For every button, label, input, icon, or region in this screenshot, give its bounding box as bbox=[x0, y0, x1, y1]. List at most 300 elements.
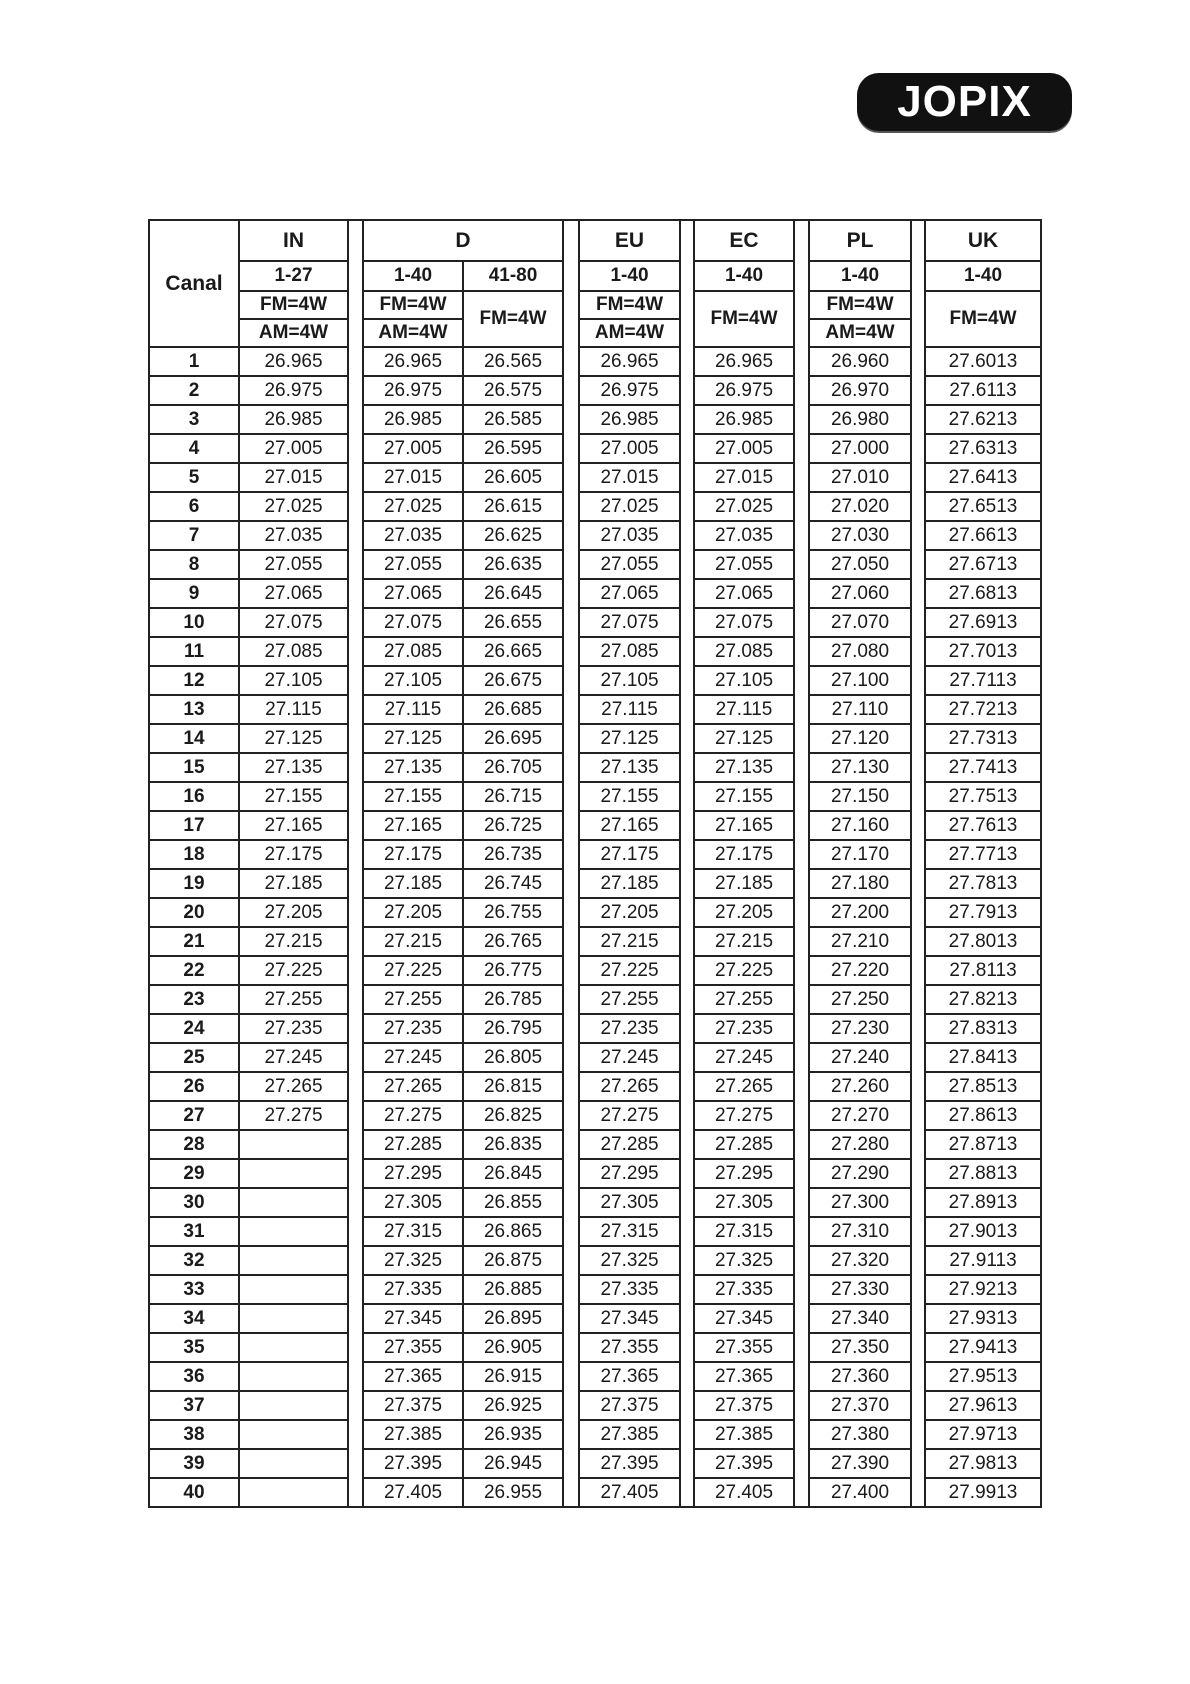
column-gap bbox=[680, 956, 694, 985]
frequency-pl: 27.130 bbox=[809, 753, 911, 782]
range-in: 1-27 bbox=[239, 261, 348, 291]
frequency-in bbox=[239, 1130, 348, 1159]
frequency-eu: 27.075 bbox=[579, 608, 680, 637]
power-fm-in: FM=4W bbox=[239, 291, 348, 319]
column-gap bbox=[563, 724, 579, 753]
column-gap bbox=[348, 695, 363, 724]
column-gap bbox=[794, 1362, 809, 1391]
frequency-d1: 27.345 bbox=[363, 1304, 463, 1333]
column-gap bbox=[680, 1217, 694, 1246]
column-gap bbox=[911, 985, 925, 1014]
column-gap bbox=[794, 1014, 809, 1043]
frequency-d2: 26.725 bbox=[463, 811, 563, 840]
frequency-ec: 27.255 bbox=[694, 985, 794, 1014]
column-gap bbox=[911, 1420, 925, 1449]
column-gap bbox=[680, 753, 694, 782]
column-gap bbox=[680, 1362, 694, 1391]
column-gap bbox=[680, 985, 694, 1014]
frequency-uk: 27.6913 bbox=[925, 608, 1041, 637]
frequency-in bbox=[239, 1449, 348, 1478]
frequency-uk: 27.9913 bbox=[925, 1478, 1041, 1507]
column-gap bbox=[348, 1420, 363, 1449]
frequency-pl: 27.330 bbox=[809, 1275, 911, 1304]
frequency-in: 27.265 bbox=[239, 1072, 348, 1101]
frequency-uk: 27.9513 bbox=[925, 1362, 1041, 1391]
frequency-eu: 27.345 bbox=[579, 1304, 680, 1333]
column-gap bbox=[794, 463, 809, 492]
frequency-in: 26.985 bbox=[239, 405, 348, 434]
table-row bbox=[149, 811, 1041, 840]
frequency-eu: 27.395 bbox=[579, 1449, 680, 1478]
frequency-ec: 27.055 bbox=[694, 550, 794, 579]
frequency-ec: 27.065 bbox=[694, 579, 794, 608]
frequency-pl: 27.020 bbox=[809, 492, 911, 521]
channel-number: 40 bbox=[149, 1478, 239, 1507]
table-row bbox=[149, 724, 1041, 753]
frequency-d2: 26.615 bbox=[463, 492, 563, 521]
frequency-in: 27.245 bbox=[239, 1043, 348, 1072]
frequency-d2: 26.655 bbox=[463, 608, 563, 637]
column-gap bbox=[680, 550, 694, 579]
table-row bbox=[149, 1217, 1041, 1246]
frequency-d1: 27.385 bbox=[363, 1420, 463, 1449]
frequency-eu: 27.315 bbox=[579, 1217, 680, 1246]
channel-number: 5 bbox=[149, 463, 239, 492]
column-gap bbox=[911, 811, 925, 840]
frequency-eu: 27.005 bbox=[579, 434, 680, 463]
column-gap bbox=[911, 463, 925, 492]
column-gap bbox=[911, 1072, 925, 1101]
column-gap bbox=[348, 1449, 363, 1478]
table-row bbox=[149, 782, 1041, 811]
column-gap bbox=[794, 521, 809, 550]
column-gap bbox=[911, 347, 925, 376]
column-gap bbox=[348, 666, 363, 695]
frequency-eu: 27.035 bbox=[579, 521, 680, 550]
frequency-uk: 27.6713 bbox=[925, 550, 1041, 579]
frequency-d1: 27.305 bbox=[363, 1188, 463, 1217]
column-gap bbox=[348, 840, 363, 869]
table-row bbox=[149, 898, 1041, 927]
frequency-in: 27.005 bbox=[239, 434, 348, 463]
band-ec-header: EC bbox=[694, 220, 794, 261]
frequency-eu: 27.055 bbox=[579, 550, 680, 579]
frequency-d1: 27.245 bbox=[363, 1043, 463, 1072]
column-gap bbox=[563, 695, 579, 724]
frequency-in bbox=[239, 1478, 348, 1507]
channel-number: 37 bbox=[149, 1391, 239, 1420]
channel-number: 16 bbox=[149, 782, 239, 811]
column-gap bbox=[794, 1130, 809, 1159]
column-gap bbox=[911, 492, 925, 521]
frequency-d1: 27.365 bbox=[363, 1362, 463, 1391]
column-gap bbox=[680, 840, 694, 869]
frequency-d2: 26.595 bbox=[463, 434, 563, 463]
frequency-eu: 27.385 bbox=[579, 1420, 680, 1449]
frequency-ec: 27.325 bbox=[694, 1246, 794, 1275]
column-gap bbox=[794, 985, 809, 1014]
range-ec: 1-40 bbox=[694, 261, 794, 291]
frequency-ec: 27.165 bbox=[694, 811, 794, 840]
frequency-pl: 27.320 bbox=[809, 1246, 911, 1275]
frequency-uk: 27.6513 bbox=[925, 492, 1041, 521]
frequency-pl: 27.070 bbox=[809, 608, 911, 637]
frequency-uk: 27.6413 bbox=[925, 463, 1041, 492]
column-gap bbox=[911, 579, 925, 608]
column-gap bbox=[794, 927, 809, 956]
frequency-ec: 27.245 bbox=[694, 1043, 794, 1072]
column-gap bbox=[794, 1217, 809, 1246]
frequency-pl: 27.000 bbox=[809, 434, 911, 463]
frequency-eu: 27.175 bbox=[579, 840, 680, 869]
channel-number: 1 bbox=[149, 347, 239, 376]
frequency-ec: 27.205 bbox=[694, 898, 794, 927]
column-gap bbox=[563, 1101, 579, 1130]
column-gap bbox=[348, 869, 363, 898]
frequency-in: 27.055 bbox=[239, 550, 348, 579]
frequency-d2: 26.945 bbox=[463, 1449, 563, 1478]
frequency-d1: 27.135 bbox=[363, 753, 463, 782]
frequency-d1: 27.005 bbox=[363, 434, 463, 463]
frequency-d2: 26.585 bbox=[463, 405, 563, 434]
frequency-uk: 27.9413 bbox=[925, 1333, 1041, 1362]
table-body bbox=[149, 347, 1041, 1507]
column-gap bbox=[680, 1101, 694, 1130]
frequency-eu: 27.245 bbox=[579, 1043, 680, 1072]
column-gap bbox=[680, 927, 694, 956]
frequency-eu: 27.405 bbox=[579, 1478, 680, 1507]
frequency-ec: 27.315 bbox=[694, 1217, 794, 1246]
frequency-in bbox=[239, 1159, 348, 1188]
column-gap bbox=[794, 492, 809, 521]
table-row bbox=[149, 1014, 1041, 1043]
frequency-ec: 27.025 bbox=[694, 492, 794, 521]
column-gap bbox=[911, 608, 925, 637]
frequency-d1: 27.015 bbox=[363, 463, 463, 492]
frequency-in: 27.125 bbox=[239, 724, 348, 753]
frequency-d2: 26.895 bbox=[463, 1304, 563, 1333]
column-gap bbox=[563, 1362, 579, 1391]
column-gap bbox=[794, 840, 809, 869]
frequency-ec: 27.135 bbox=[694, 753, 794, 782]
frequency-eu: 27.335 bbox=[579, 1275, 680, 1304]
column-gap bbox=[680, 463, 694, 492]
frequency-ec: 27.355 bbox=[694, 1333, 794, 1362]
frequency-ec: 27.005 bbox=[694, 434, 794, 463]
column-gap bbox=[794, 434, 809, 463]
column-gap bbox=[911, 434, 925, 463]
column-gap bbox=[680, 1014, 694, 1043]
frequency-d2: 26.685 bbox=[463, 695, 563, 724]
frequency-in bbox=[239, 1362, 348, 1391]
column-gap bbox=[680, 782, 694, 811]
column-gap bbox=[794, 1449, 809, 1478]
frequency-ec: 27.275 bbox=[694, 1101, 794, 1130]
frequency-pl: 27.240 bbox=[809, 1043, 911, 1072]
table-row bbox=[149, 869, 1041, 898]
column-gap bbox=[680, 695, 694, 724]
column-gap bbox=[680, 492, 694, 521]
column-gap bbox=[563, 956, 579, 985]
column-gap bbox=[794, 1246, 809, 1275]
table-row bbox=[149, 347, 1041, 376]
frequency-d2: 26.845 bbox=[463, 1159, 563, 1188]
channel-number: 15 bbox=[149, 753, 239, 782]
frequency-ec: 27.335 bbox=[694, 1275, 794, 1304]
frequency-eu: 27.365 bbox=[579, 1362, 680, 1391]
range-eu: 1-40 bbox=[579, 261, 680, 291]
table-row bbox=[149, 1449, 1041, 1478]
column-gap bbox=[911, 376, 925, 405]
frequency-ec: 27.345 bbox=[694, 1304, 794, 1333]
frequency-ec: 27.175 bbox=[694, 840, 794, 869]
frequency-d1: 26.965 bbox=[363, 347, 463, 376]
column-gap bbox=[794, 550, 809, 579]
range-pl: 1-40 bbox=[809, 261, 911, 291]
frequency-pl: 27.360 bbox=[809, 1362, 911, 1391]
column-gap bbox=[911, 1217, 925, 1246]
band-eu-header: EU bbox=[579, 220, 680, 261]
column-gap bbox=[563, 434, 579, 463]
column-gap bbox=[911, 1362, 925, 1391]
frequency-d2: 26.705 bbox=[463, 753, 563, 782]
column-gap bbox=[911, 550, 925, 579]
frequency-pl: 27.230 bbox=[809, 1014, 911, 1043]
frequency-ec: 27.075 bbox=[694, 608, 794, 637]
channel-number: 22 bbox=[149, 956, 239, 985]
frequency-pl: 27.370 bbox=[809, 1391, 911, 1420]
column-gap bbox=[680, 1478, 694, 1507]
column-gap bbox=[794, 811, 809, 840]
frequency-pl: 27.160 bbox=[809, 811, 911, 840]
frequency-d2: 26.865 bbox=[463, 1217, 563, 1246]
column-gap bbox=[911, 1101, 925, 1130]
channel-number: 23 bbox=[149, 985, 239, 1014]
frequency-in: 27.225 bbox=[239, 956, 348, 985]
frequency-eu: 27.015 bbox=[579, 463, 680, 492]
column-gap bbox=[680, 1449, 694, 1478]
column-gap bbox=[563, 463, 579, 492]
frequency-d2: 26.635 bbox=[463, 550, 563, 579]
table-row bbox=[149, 956, 1041, 985]
channel-number: 20 bbox=[149, 898, 239, 927]
frequency-uk: 27.7713 bbox=[925, 840, 1041, 869]
frequency-d1: 27.235 bbox=[363, 1014, 463, 1043]
column-gap bbox=[680, 1304, 694, 1333]
frequency-d2: 26.675 bbox=[463, 666, 563, 695]
table-row bbox=[149, 434, 1041, 463]
frequency-in bbox=[239, 1188, 348, 1217]
frequency-ec: 26.975 bbox=[694, 376, 794, 405]
frequency-d2: 26.795 bbox=[463, 1014, 563, 1043]
frequency-eu: 27.105 bbox=[579, 666, 680, 695]
table-row bbox=[149, 637, 1041, 666]
column-gap bbox=[794, 869, 809, 898]
frequency-d1: 27.225 bbox=[363, 956, 463, 985]
column-gap bbox=[794, 753, 809, 782]
frequency-d1: 27.165 bbox=[363, 811, 463, 840]
table-row bbox=[149, 1362, 1041, 1391]
frequency-uk: 27.8213 bbox=[925, 985, 1041, 1014]
channel-number: 31 bbox=[149, 1217, 239, 1246]
column-gap bbox=[348, 956, 363, 985]
frequency-pl: 27.030 bbox=[809, 521, 911, 550]
frequency-eu: 27.115 bbox=[579, 695, 680, 724]
frequency-ec: 27.305 bbox=[694, 1188, 794, 1217]
column-gap bbox=[794, 347, 809, 376]
frequency-in bbox=[239, 1275, 348, 1304]
frequency-eu: 27.155 bbox=[579, 782, 680, 811]
channel-number: 6 bbox=[149, 492, 239, 521]
frequency-uk: 27.9213 bbox=[925, 1275, 1041, 1304]
column-gap bbox=[348, 434, 363, 463]
column-gap bbox=[680, 1072, 694, 1101]
frequency-uk: 27.7013 bbox=[925, 637, 1041, 666]
column-gap bbox=[348, 1159, 363, 1188]
power-fm-pl: FM=4W bbox=[809, 291, 911, 319]
channel-number: 29 bbox=[149, 1159, 239, 1188]
frequency-ec: 26.965 bbox=[694, 347, 794, 376]
frequency-d1: 27.035 bbox=[363, 521, 463, 550]
table-row bbox=[149, 1159, 1041, 1188]
column-gap bbox=[348, 1014, 363, 1043]
frequency-pl: 26.980 bbox=[809, 405, 911, 434]
frequency-uk: 27.8513 bbox=[925, 1072, 1041, 1101]
frequency-ec: 27.295 bbox=[694, 1159, 794, 1188]
frequency-uk: 27.9113 bbox=[925, 1246, 1041, 1275]
column-gap bbox=[563, 985, 579, 1014]
frequency-pl: 27.150 bbox=[809, 782, 911, 811]
frequency-uk: 27.8713 bbox=[925, 1130, 1041, 1159]
frequency-uk: 27.8413 bbox=[925, 1043, 1041, 1072]
column-gap bbox=[911, 1391, 925, 1420]
column-gap bbox=[680, 898, 694, 927]
frequency-uk: 27.9713 bbox=[925, 1420, 1041, 1449]
power-fm-eu: FM=4W bbox=[579, 291, 680, 319]
range-d1: 1-40 bbox=[363, 261, 463, 291]
column-gap bbox=[563, 1014, 579, 1043]
frequency-uk: 27.6013 bbox=[925, 347, 1041, 376]
frequency-in: 27.235 bbox=[239, 1014, 348, 1043]
frequency-uk: 27.7813 bbox=[925, 869, 1041, 898]
column-gap bbox=[680, 1391, 694, 1420]
column-gap bbox=[563, 1072, 579, 1101]
frequency-uk: 27.7313 bbox=[925, 724, 1041, 753]
table-row bbox=[149, 1043, 1041, 1072]
frequency-d2: 26.815 bbox=[463, 1072, 563, 1101]
frequency-pl: 27.100 bbox=[809, 666, 911, 695]
frequency-d2: 26.695 bbox=[463, 724, 563, 753]
frequency-d1: 27.155 bbox=[363, 782, 463, 811]
table-row bbox=[149, 1420, 1041, 1449]
channel-number: 11 bbox=[149, 637, 239, 666]
frequency-uk: 27.8013 bbox=[925, 927, 1041, 956]
frequency-in: 27.185 bbox=[239, 869, 348, 898]
column-gap bbox=[563, 1391, 579, 1420]
channel-number: 24 bbox=[149, 1014, 239, 1043]
column-gap bbox=[911, 724, 925, 753]
channel-number: 7 bbox=[149, 521, 239, 550]
frequency-ec: 27.015 bbox=[694, 463, 794, 492]
frequency-in: 27.025 bbox=[239, 492, 348, 521]
frequency-d1: 27.285 bbox=[363, 1130, 463, 1159]
frequency-in bbox=[239, 1304, 348, 1333]
band-in-header: IN bbox=[239, 220, 348, 261]
column-gap bbox=[563, 1217, 579, 1246]
column-gap bbox=[911, 1014, 925, 1043]
frequency-in: 27.155 bbox=[239, 782, 348, 811]
column-gap bbox=[794, 608, 809, 637]
frequency-ec: 27.085 bbox=[694, 637, 794, 666]
frequency-in: 27.275 bbox=[239, 1101, 348, 1130]
frequency-pl: 27.080 bbox=[809, 637, 911, 666]
column-gap bbox=[348, 347, 363, 376]
column-gap bbox=[563, 376, 579, 405]
power-am-eu: AM=4W bbox=[579, 319, 680, 347]
frequency-pl: 27.270 bbox=[809, 1101, 911, 1130]
channel-number: 13 bbox=[149, 695, 239, 724]
frequency-d1: 27.055 bbox=[363, 550, 463, 579]
band-d-header: D bbox=[363, 220, 563, 261]
frequency-pl: 27.260 bbox=[809, 1072, 911, 1101]
column-gap bbox=[563, 753, 579, 782]
column-gap bbox=[563, 840, 579, 869]
frequency-pl: 27.340 bbox=[809, 1304, 911, 1333]
column-gap bbox=[911, 1043, 925, 1072]
table-row bbox=[149, 840, 1041, 869]
table-row bbox=[149, 1072, 1041, 1101]
frequency-ec: 27.125 bbox=[694, 724, 794, 753]
column-gap bbox=[911, 927, 925, 956]
column-gap bbox=[794, 405, 809, 434]
column-gap bbox=[911, 840, 925, 869]
column-gap bbox=[794, 1043, 809, 1072]
frequency-d2: 26.925 bbox=[463, 1391, 563, 1420]
column-gap bbox=[911, 1188, 925, 1217]
frequency-eu: 27.125 bbox=[579, 724, 680, 753]
column-gap bbox=[348, 927, 363, 956]
frequency-eu: 27.355 bbox=[579, 1333, 680, 1362]
column-gap bbox=[563, 550, 579, 579]
channel-number: 30 bbox=[149, 1188, 239, 1217]
frequency-uk: 27.8813 bbox=[925, 1159, 1041, 1188]
column-gap bbox=[348, 579, 363, 608]
table-row bbox=[149, 550, 1041, 579]
frequency-pl: 27.180 bbox=[809, 869, 911, 898]
frequency-pl: 27.220 bbox=[809, 956, 911, 985]
frequency-pl: 27.350 bbox=[809, 1333, 911, 1362]
column-gap bbox=[911, 1304, 925, 1333]
frequency-d1: 26.975 bbox=[363, 376, 463, 405]
frequency-d1: 27.215 bbox=[363, 927, 463, 956]
frequency-in: 27.105 bbox=[239, 666, 348, 695]
column-gap bbox=[348, 1304, 363, 1333]
frequency-in: 27.255 bbox=[239, 985, 348, 1014]
frequency-pl: 27.120 bbox=[809, 724, 911, 753]
frequency-pl: 26.960 bbox=[809, 347, 911, 376]
table-row bbox=[149, 1188, 1041, 1217]
table-row bbox=[149, 666, 1041, 695]
range-d2: 41-80 bbox=[463, 261, 563, 291]
column-gap bbox=[680, 608, 694, 637]
column-gap bbox=[563, 1304, 579, 1333]
frequency-pl: 27.400 bbox=[809, 1478, 911, 1507]
column-gap bbox=[563, 666, 579, 695]
column-gap bbox=[794, 1072, 809, 1101]
column-gap bbox=[680, 637, 694, 666]
channel-number: 18 bbox=[149, 840, 239, 869]
column-gap bbox=[911, 1478, 925, 1507]
